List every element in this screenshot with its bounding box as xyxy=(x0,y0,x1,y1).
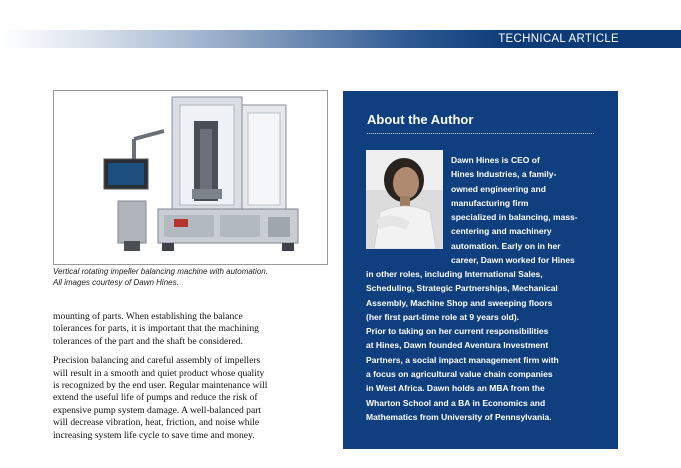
text-line: expensive pump system damage. A well-balanced part xyxy=(53,404,262,416)
bio-line: in West Africa. Dawn holds an MBA from the xyxy=(366,383,545,394)
bio-line: Dawn Hines is CEO of xyxy=(451,155,540,165)
text-line: will result in a smooth and quiet product whose quality xyxy=(53,367,265,379)
bio-line: manufacturing firm xyxy=(451,197,529,208)
text-line: increasing system life cycle to save time and money. xyxy=(53,429,255,441)
bio-line: Assembly, Machine Shop and sweeping floors xyxy=(366,297,553,308)
text-line: tolerances for parts, it is important that the machining xyxy=(53,323,259,335)
author-box-title: About the Author xyxy=(367,112,474,127)
balancing-machine-illustration xyxy=(54,91,327,264)
text-line: tolerances of the part and the shaft be considered. xyxy=(53,335,243,347)
section-header-bar xyxy=(0,30,681,48)
paragraph xyxy=(53,311,338,348)
text-line: is recognized by the end user. Regular maintenance will xyxy=(53,380,268,392)
bio-line: a focus on agricultural value chain companies xyxy=(366,369,553,380)
section-label: TECHNICAL ARTICLE xyxy=(498,33,619,45)
author-portrait xyxy=(366,150,443,249)
author-photo xyxy=(366,150,443,249)
author-bio-top xyxy=(451,153,586,267)
bio-line: Mathematics from University of Pennsylvania. xyxy=(366,411,552,422)
figure-caption xyxy=(53,266,333,288)
bio-line: automation. Early on in her xyxy=(451,240,561,251)
bio-line: (her first part-time role at 9 years old). xyxy=(366,311,520,322)
bio-line: Hines Industries, a family- xyxy=(451,169,557,180)
machine-photo xyxy=(53,90,328,265)
bio-line: owned engineering and xyxy=(451,183,546,194)
dotted-divider xyxy=(367,133,594,134)
text-line: extend the useful life of pumps and reduce the risk of xyxy=(53,392,258,404)
about-author-box xyxy=(343,91,618,449)
bio-line: Prior to taking on her current responsibilities xyxy=(366,326,549,337)
article-body xyxy=(53,311,338,449)
paragraph xyxy=(53,355,338,442)
author-bio-bottom xyxy=(366,267,606,424)
bio-line: in other roles, including International Sales, xyxy=(366,269,543,279)
bio-line: Partners, a social impact management firm with xyxy=(366,354,559,365)
text-line: Precision balancing and careful assembly of impellers xyxy=(53,355,261,367)
text-line: will decrease vibration, heat, friction, and noise while xyxy=(53,417,260,429)
caption-line: All images courtesy of Dawn Hines. xyxy=(53,278,179,287)
bio-line: centering and machinery xyxy=(451,226,552,237)
text-line: mounting of parts. When establishing the balance xyxy=(53,311,243,322)
bio-line: Scheduling, Strategic Partnerships, Mechanical xyxy=(366,283,558,294)
bio-line: at Hines, Dawn founded Aventura Investment xyxy=(366,340,549,351)
bio-line: Wharton School and a BA in Economics and xyxy=(366,397,546,408)
bio-line: career, Dawn worked for Hines xyxy=(451,255,575,266)
caption-line: Vertical rotating impeller balancing machine with automation. xyxy=(53,267,268,276)
bio-line: specialized in balancing, mass- xyxy=(451,212,578,223)
